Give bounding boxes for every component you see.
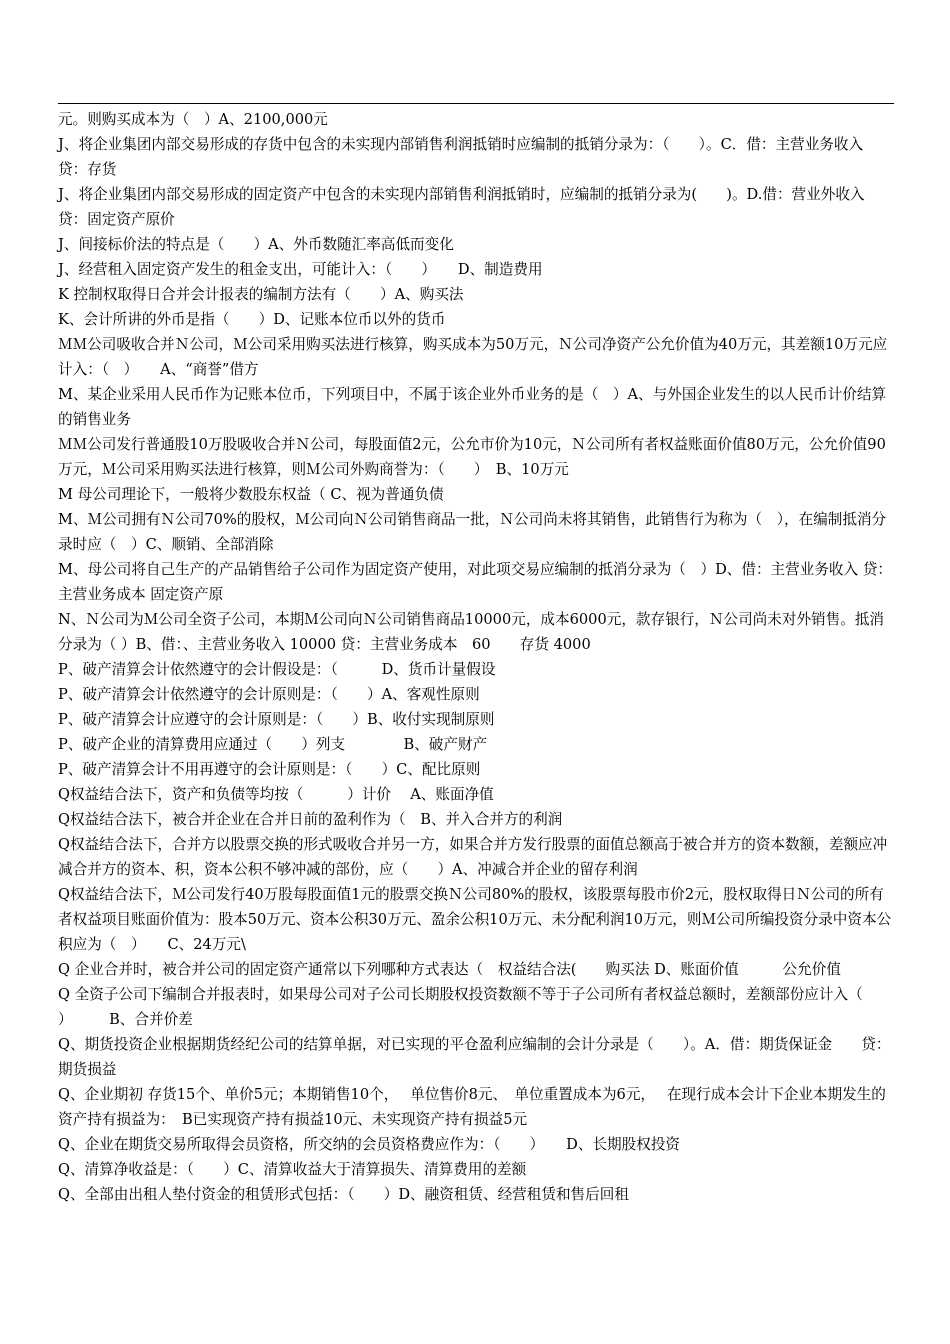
question-entry: N、Ｎ公司为Ｍ公司全资子公司，本期Ｍ公司向Ｎ公司销售商品10000元，成本6000元，款存银行，Ｎ公司尚未对外销售。抵消分录为（ ）B、借：、主营业务收入 10000 贷：主营业务成本 60 存货 4000 bbox=[58, 611, 885, 653]
question-entry: Q、企业在期货交易所取得会员资格，所交纳的会员资格费应作为：（ ） D、长期股权投资 bbox=[58, 1136, 681, 1153]
question-entry: ＭＭ公司发行普通股10万股吸收合并Ｎ公司，每股面值2元，公允市价为10元，Ｎ公司所有者权益账面价值80万元，公允价值90万元，Ｍ公司采用购买法进行核算，则Ｍ公司外购商誉为：（ ） B、10万元 bbox=[58, 436, 886, 478]
header-rule bbox=[58, 103, 894, 104]
question-entry: Q、全部由出租人垫付资金的租赁形式包括：（ ）D、融资租赁、经营租赁和售后回租 bbox=[58, 1186, 629, 1203]
question-entry: Q权益结合法下，合并方以股票交换的形式吸收合并另一方，如果合并方发行股票的面值总额高于被合并方的资本数额，差额应冲减合并方的资本、积，资本公积不够冲减的部份，应（ ）A、冲减合并企业的留存利润 bbox=[58, 836, 888, 878]
question-entry: K、会计所讲的外币是指（ ）D、记账本位币以外的货币 bbox=[58, 311, 446, 328]
question-entry: K 控制权取得日合并会计报表的编制方法有（ ）A、购买法 bbox=[58, 286, 464, 303]
question-entry: M 母公司理论下，一般将少数股东权益（ C、视为普通负债 bbox=[58, 486, 444, 503]
question-entry: Q权益结合法下，Ｍ公司发行40万股每股面值1元的股票交换Ｎ公司80%的股权，该股票每股市价2元，股权取得日Ｎ公司的所有者权益项目账面价值为：股本50万元、资本公积30万元、盈余公积10万元、未分配利润10万元，则Ｍ公司所编投资分录中资本公积应为（ ） C、24万元\ bbox=[58, 886, 892, 953]
question-entry: P、破产清算会计不用再遵守的会计原则是：（ ）C、配比原则 bbox=[58, 761, 481, 778]
question-entry: Q权益结合法下，资产和负债等均按（ ）计价 A、账面净值 bbox=[58, 786, 494, 803]
question-entry: Q、清算净收益是：（ ）C、清算收益大于清算损失、清算费用的差额 bbox=[58, 1161, 527, 1178]
document-body bbox=[58, 107, 896, 1207]
question-entry: Q、期货投资企业根据期货经纪公司的结算单据，对已实现的平仓盈利应编制的会计分录是（ ）。A．借：期货保证金 贷：期货损益 bbox=[58, 1036, 891, 1078]
question-entry: P、破产清算会计依然遵守的会计假设是：（ D、货币计量假设 bbox=[58, 661, 496, 678]
question-entry: ＭＭ公司吸收合并Ｎ公司，Ｍ公司采用购买法进行核算，购买成本为50万元，Ｎ公司净资产公允价值为40万元，其差额10万元应计入：（ ） A、“商誉”借方 bbox=[58, 336, 888, 378]
question-entry: P、破产清算会计应遵守的会计原则是：（ ）B、收付实现制原则 bbox=[58, 711, 495, 728]
question-entry: P、破产清算会计依然遵守的会计原则是：（ ）A、客观性原则 bbox=[58, 686, 480, 703]
question-entry: J、将企业集团内部交易形成的固定资产中包含的未实现内部销售利润抵销时，应编制的抵销分录为( )。D.借：营业外收入 贷：固定资产原价 bbox=[58, 186, 870, 228]
question-entry: 元。则购买成本为（ ）A、2100,000元 bbox=[58, 111, 328, 128]
question-entry: M、Ｍ公司拥有Ｎ公司70%的股权，Ｍ公司向Ｎ公司销售商品一批，Ｎ公司尚未将其销售，此销售行为称为（ ），在编制抵消分录时应（ ）C、顺销、全部消除 bbox=[58, 511, 887, 553]
question-entry: M、某企业采用人民币作为记账本位币，下列项目中，不属于该企业外币业务的是（ ）A、与外国企业发生的以人民币计价结算的销售业务 bbox=[58, 386, 887, 428]
question-entry: Q 全资子公司下编制合并报表时，如果母公司对子公司长期股权投资数额不等于子公司所有者权益总额时，差额部份应计入（ ） B、合并价差 bbox=[58, 986, 892, 1028]
question-entry: J、间接标价法的特点是（ ）A、外币数随汇率高低而变化 bbox=[58, 236, 454, 253]
question-entry: P、破产企业的清算费用应通过（ ）列支 B、破产财产 bbox=[58, 736, 488, 753]
question-entry: J、将企业集团内部交易形成的存货中包含的未实现内部销售利润抵销时应编制的抵销分录为：（ ）。C．借：主营业务收入 贷：存货 bbox=[58, 136, 883, 178]
question-entry: Q 企业合并时，被合并公司的固定资产通常以下列哪种方式表达（ 权益结合法( 购买法 D、账面价值 公允价值 bbox=[58, 961, 841, 978]
question-entry: Q、企业期初 存货15个、单价5元；本期销售10个， 单位售价8元、 单位重置成本为6元， 在现行成本会计下企业本期发生的资产持有损益为： B已实现资产持有损益10元、未实现资产持有损益5元 bbox=[58, 1086, 886, 1128]
question-entry: M、母公司将自己生产的产品销售给子公司作为固定资产使用，对此项交易应编制的抵消分录为（ ）D、借：主营业务收入 贷：主营业务成本 固定资产原 bbox=[58, 561, 892, 603]
question-entry: J、经营租入固定资产发生的租金支出，可能计入：（ ） D、制造费用 bbox=[58, 261, 543, 278]
question-entry: Q权益结合法下，被合并企业在合并日前的盈利作为（ B、并入合并方的利润 bbox=[58, 811, 563, 828]
